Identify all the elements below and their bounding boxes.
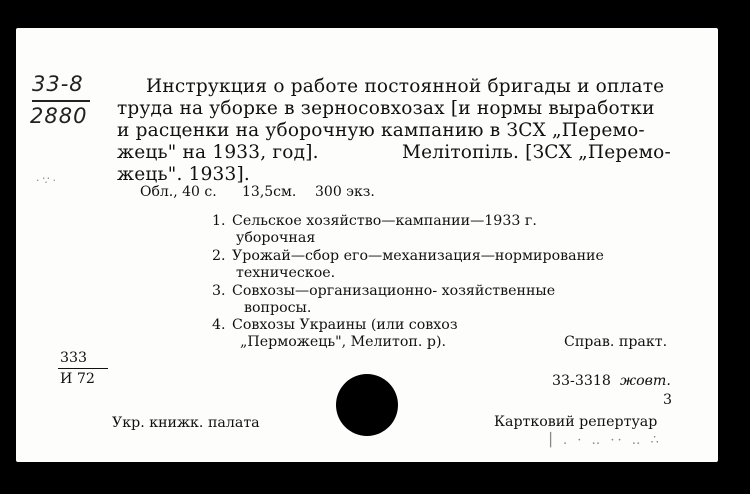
title-line-1: Инструкция о работе постоянной бригады и оплате (146, 76, 665, 97)
subject-3-num: 3. (212, 283, 226, 299)
classification-divider (58, 368, 108, 369)
subject-3-line-2: вопросы. (244, 300, 312, 316)
catalog-card (16, 28, 718, 462)
title-line-2: труда на уборке в зерносовхозах [и нормы выработки (117, 98, 655, 119)
subject-4-line-1: Совхозы Украины (или совхоз (232, 317, 458, 333)
registry-number: 33-3318 (552, 373, 611, 389)
classification-bottom: И 72 (60, 371, 95, 387)
physical-description-size: 13,5см. (242, 184, 297, 200)
subject-1-num: 1. (212, 213, 226, 229)
handwritten-underline (32, 100, 90, 102)
handwritten-call-number-top: 33-8 (32, 72, 84, 96)
classification-top: 333 (60, 350, 88, 366)
issuer: Укр. книжк. палата (112, 415, 260, 431)
faded-mark-left: ·∵· (36, 174, 59, 187)
title-line-5: жець". 1933]. (117, 164, 250, 185)
registry-month: жовт. (620, 373, 671, 389)
subject-1-line-1: Сельское хозяйство—кампании—1933 г. (232, 213, 537, 229)
physical-description-copies: 300 экз. (315, 184, 375, 200)
faded-stamp: ▏. · ‥ ·· ‥ ∴ (550, 433, 662, 448)
title-line-3: и расценки на уборочную кампанию в ЗСХ „Перемо- (117, 120, 645, 141)
subject-4-line-2: „Перможець", Мелитоп. р). (240, 334, 447, 350)
subject-3-line-1: Совхозы—организационно- хозяйственные (232, 283, 556, 299)
subject-1-line-2: уборочная (236, 230, 316, 246)
subject-2-num: 2. (212, 248, 226, 264)
subject-2-line-2: техническое. (236, 265, 336, 281)
subject-4-num: 4. (212, 317, 226, 333)
subject-2-line-1: Урожай—сбор его—механизация—нормирование (232, 248, 604, 264)
punch-hole (336, 374, 398, 436)
title-line-4: жець" на 1933, год]. (117, 142, 319, 163)
card-number: 3 (663, 392, 673, 408)
repertoire: Картковий репертуар (494, 414, 658, 430)
handwritten-call-number-bottom: 2880 (30, 104, 88, 128)
note: Справ. практ. (564, 334, 668, 350)
place-imprint: Мелітопіль. [ЗСХ „Перемо- (402, 142, 671, 163)
physical-description-pages: Обл., 40 с. (140, 184, 217, 200)
